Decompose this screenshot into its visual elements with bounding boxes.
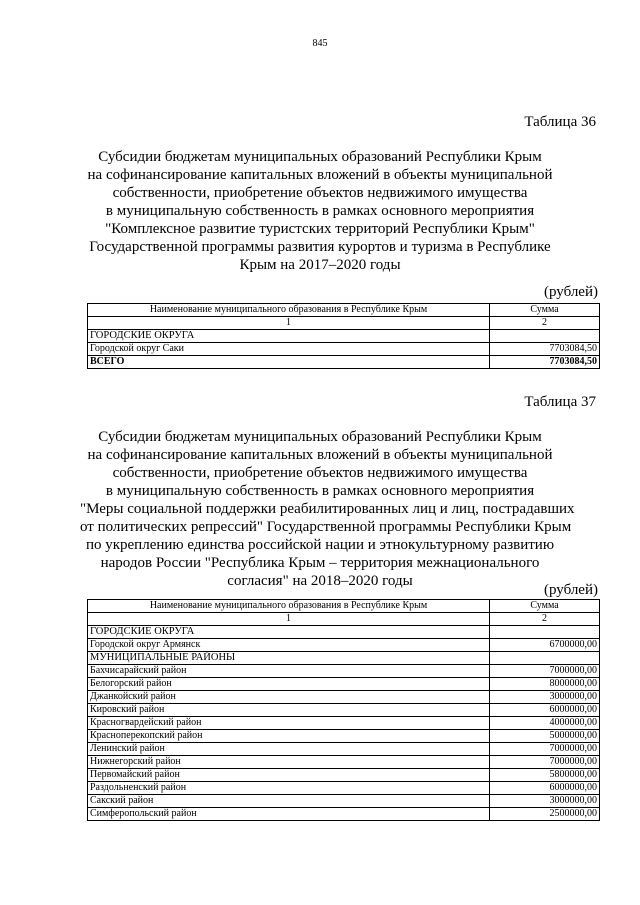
municipality-name-cell: Нижнегорский район <box>88 756 490 769</box>
municipality-name-cell: Симферопольский район <box>88 808 490 821</box>
table-36-heading <box>80 148 560 274</box>
municipality-name-cell: МУНИЦИПАЛЬНЫЕ РАЙОНЫ <box>88 652 490 665</box>
table-row <box>88 795 600 808</box>
amount-cell: 6700000,00 <box>490 639 600 652</box>
column-number-row <box>88 613 600 626</box>
amount-cell: 3000000,00 <box>490 795 600 808</box>
amount-cell <box>490 330 600 343</box>
column-number-1: 1 <box>88 613 490 626</box>
table-row <box>88 691 600 704</box>
heading-line: собственности, приобретение объектов недвижимого имущества <box>112 465 528 481</box>
municipality-name-cell: Джанкойский район <box>88 691 490 704</box>
table-row <box>88 743 600 756</box>
amount-cell: 2500000,00 <box>490 808 600 821</box>
municipality-name-cell: Раздольненский район <box>88 782 490 795</box>
heading-line: Крым на 2017–2020 годы <box>239 257 401 273</box>
table-row <box>88 343 600 356</box>
table-37-label: Таблица 37 <box>524 394 596 410</box>
heading-line: от политических репрессий" Государственной программы Республики Крым <box>80 519 572 535</box>
amount-cell: 6000000,00 <box>490 782 600 795</box>
municipality-name-cell: Белогорский район <box>88 678 490 691</box>
table-36-label: Таблица 36 <box>524 114 596 130</box>
table-37 <box>87 599 600 821</box>
heading-line: на софинансирование капитальных вложений в объекты муниципальной <box>87 167 553 183</box>
municipality-name-cell: Красногвардейский район <box>88 717 490 730</box>
amount-cell: 4000000,00 <box>490 717 600 730</box>
municipality-name-cell: ВСЕГО <box>88 356 490 369</box>
table-36 <box>87 303 600 369</box>
column-number-2: 2 <box>490 613 600 626</box>
section-row <box>88 330 600 343</box>
amount-cell: 7703084,50 <box>490 356 600 369</box>
table-row <box>88 678 600 691</box>
amount-cell <box>490 652 600 665</box>
heading-line: "Меры социальной поддержки реабилитированных лиц и лиц, пострадавших <box>80 501 575 517</box>
heading-line: Субсидии бюджетам муниципальных образований Республики Крым <box>98 149 542 165</box>
amount-cell: 7000000,00 <box>490 665 600 678</box>
municipality-name-cell: Сакский район <box>88 795 490 808</box>
table-row <box>88 704 600 717</box>
heading-line: по укреплению единства российской нации и этнокультурному развитию <box>85 537 555 553</box>
table-row <box>88 808 600 821</box>
municipality-name-cell: Городской округ Саки <box>88 343 490 356</box>
table-37-heading <box>80 428 575 590</box>
municipality-name-cell: Городской округ Армянск <box>88 639 490 652</box>
table-row <box>88 730 600 743</box>
municipality-name-cell: Кировский район <box>88 704 490 717</box>
heading-line: в муниципальную собственность в рамках основного мероприятия <box>105 203 535 219</box>
heading-line: Субсидии бюджетам муниципальных образований Республики Крым <box>98 429 542 445</box>
column-header-name: Наименование муниципального образования в Республике Крым <box>88 600 490 613</box>
municipality-name-cell: Первомайский район <box>88 769 490 782</box>
heading-line: собственности, приобретение объектов недвижимого имущества <box>112 185 528 201</box>
municipality-name-cell: Бахчисарайский район <box>88 665 490 678</box>
municipality-name-cell: Красноперекопский район <box>88 730 490 743</box>
column-number-2: 2 <box>490 317 600 330</box>
column-header-sum: Сумма <box>490 304 600 317</box>
section-row <box>88 626 600 639</box>
municipality-name-cell: ГОРОДСКИЕ ОКРУГА <box>88 626 490 639</box>
table-header-row <box>88 304 600 317</box>
heading-line: народов России "Республика Крым – территория межнационального <box>100 555 540 571</box>
amount-cell: 8000000,00 <box>490 678 600 691</box>
amount-cell: 7703084,50 <box>490 343 600 356</box>
section-row <box>88 652 600 665</box>
amount-cell: 7000000,00 <box>490 743 600 756</box>
table-36-unit: (рублей) <box>543 284 598 300</box>
table-row <box>88 717 600 730</box>
table-row <box>88 769 600 782</box>
column-header-name: Наименование муниципального образования в Республике Крым <box>88 304 490 317</box>
table-header-row <box>88 600 600 613</box>
amount-cell: 6000000,00 <box>490 704 600 717</box>
table-row <box>88 639 600 652</box>
total-row <box>88 356 600 369</box>
heading-line: согласия" на 2018–2020 годы <box>227 573 413 589</box>
amount-cell: 3000000,00 <box>490 691 600 704</box>
amount-cell: 7000000,00 <box>490 756 600 769</box>
heading-line: в муниципальную собственность в рамках основного мероприятия <box>105 483 535 499</box>
column-number-row <box>88 317 600 330</box>
table-row <box>88 756 600 769</box>
table-row <box>88 782 600 795</box>
municipality-name-cell: Ленинский район <box>88 743 490 756</box>
table-37-unit: (рублей) <box>543 582 598 598</box>
amount-cell <box>490 626 600 639</box>
heading-line: на софинансирование капитальных вложений в объекты муниципальной <box>87 447 553 463</box>
column-number-1: 1 <box>88 317 490 330</box>
page-number: 845 <box>312 38 328 49</box>
amount-cell: 5800000,00 <box>490 769 600 782</box>
municipality-name-cell: ГОРОДСКИЕ ОКРУГА <box>88 330 490 343</box>
column-header-sum: Сумма <box>490 600 600 613</box>
table-row <box>88 665 600 678</box>
heading-line: "Комплексное развитие туристских территорий Республики Крым" <box>105 221 535 237</box>
heading-line: Государственной программы развития курортов и туризма в Республике <box>89 239 551 255</box>
amount-cell: 5000000,00 <box>490 730 600 743</box>
